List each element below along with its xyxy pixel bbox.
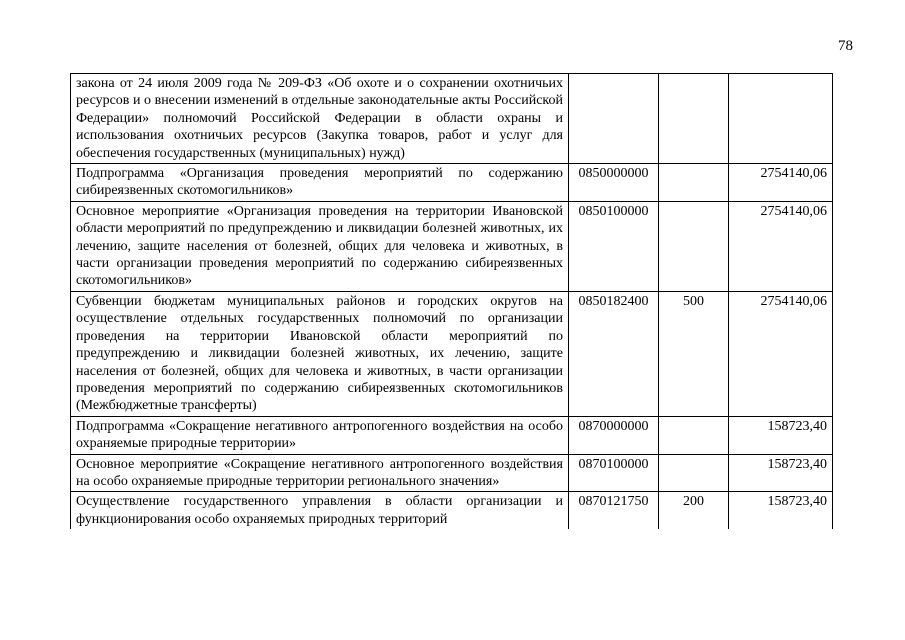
row-name: Субвенции бюджетам муниципальных районов и городских округов на осуществление отдельных государственных полномочий по организации проведения на территории Ивановской области мероприятий по предупреждению и ликвидации болезней животных, их лечению, защите населения от болезней, общих для человека и животных, в части организации проведения мероприятий по содержанию сибиреязвенных скотомогильников (Межбюджетные трансферты) <box>71 291 569 416</box>
row-name: закона от 24 июля 2009 года № 209-ФЗ «Об охоте и о сохранении охотничьих ресурсов и о внесении изменений в отдельные законодательные акты Российской Федерации» полномочий Российской Федерации в области охраны и использования охотничьих ресурсов (Закупка товаров, работ и услуг для обеспечения государственных (муниципальных) нужд) <box>71 74 569 164</box>
row-name: Подпрограмма «Сокращение негативного антропогенного воздействия на особо охраняемые природные территории» <box>71 416 569 454</box>
row-expense-type <box>659 74 729 164</box>
table-row <box>71 201 833 291</box>
row-amount: 158723,40 <box>729 492 833 529</box>
row-code: 0870000000 <box>569 416 659 454</box>
row-expense-type <box>659 416 729 454</box>
row-expense-type <box>659 164 729 202</box>
row-code <box>569 74 659 164</box>
table-row <box>71 454 833 492</box>
row-amount: 2754140,06 <box>729 291 833 416</box>
budget-table <box>70 73 833 529</box>
row-name: Подпрограмма «Организация проведения мероприятий по содержанию сибиреязвенных скотомогильников» <box>71 164 569 202</box>
row-expense-type <box>659 201 729 291</box>
table-row <box>71 416 833 454</box>
row-expense-type: 200 <box>659 492 729 529</box>
row-amount: 2754140,06 <box>729 201 833 291</box>
row-expense-type: 500 <box>659 291 729 416</box>
row-code: 0850100000 <box>569 201 659 291</box>
page-number: 78 <box>838 38 853 54</box>
table-row <box>71 74 833 164</box>
table-row <box>71 164 833 202</box>
table-row <box>71 492 833 529</box>
row-code: 0850000000 <box>569 164 659 202</box>
row-code: 0870100000 <box>569 454 659 492</box>
row-name: Осуществление государственного управления в области организации и функционирования особо охраняемых природных территорий <box>71 492 569 529</box>
row-name: Основное мероприятие «Сокращение негативного антропогенного воздействия на особо охраняемые природные территории регионального значения» <box>71 454 569 492</box>
row-amount: 2754140,06 <box>729 164 833 202</box>
table-row <box>71 291 833 416</box>
row-amount: 158723,40 <box>729 454 833 492</box>
row-amount <box>729 74 833 164</box>
row-amount: 158723,40 <box>729 416 833 454</box>
row-name: Основное мероприятие «Организация проведения на территории Ивановской области мероприятий по предупреждению и ликвидации болезней животных, их лечению, защите населения от болезней, общих для человека и животных, в части организации проведения мероприятий по содержанию сибиреязвенных скотомогильников» <box>71 201 569 291</box>
row-code: 0850182400 <box>569 291 659 416</box>
row-expense-type <box>659 454 729 492</box>
row-code: 0870121750 <box>569 492 659 529</box>
